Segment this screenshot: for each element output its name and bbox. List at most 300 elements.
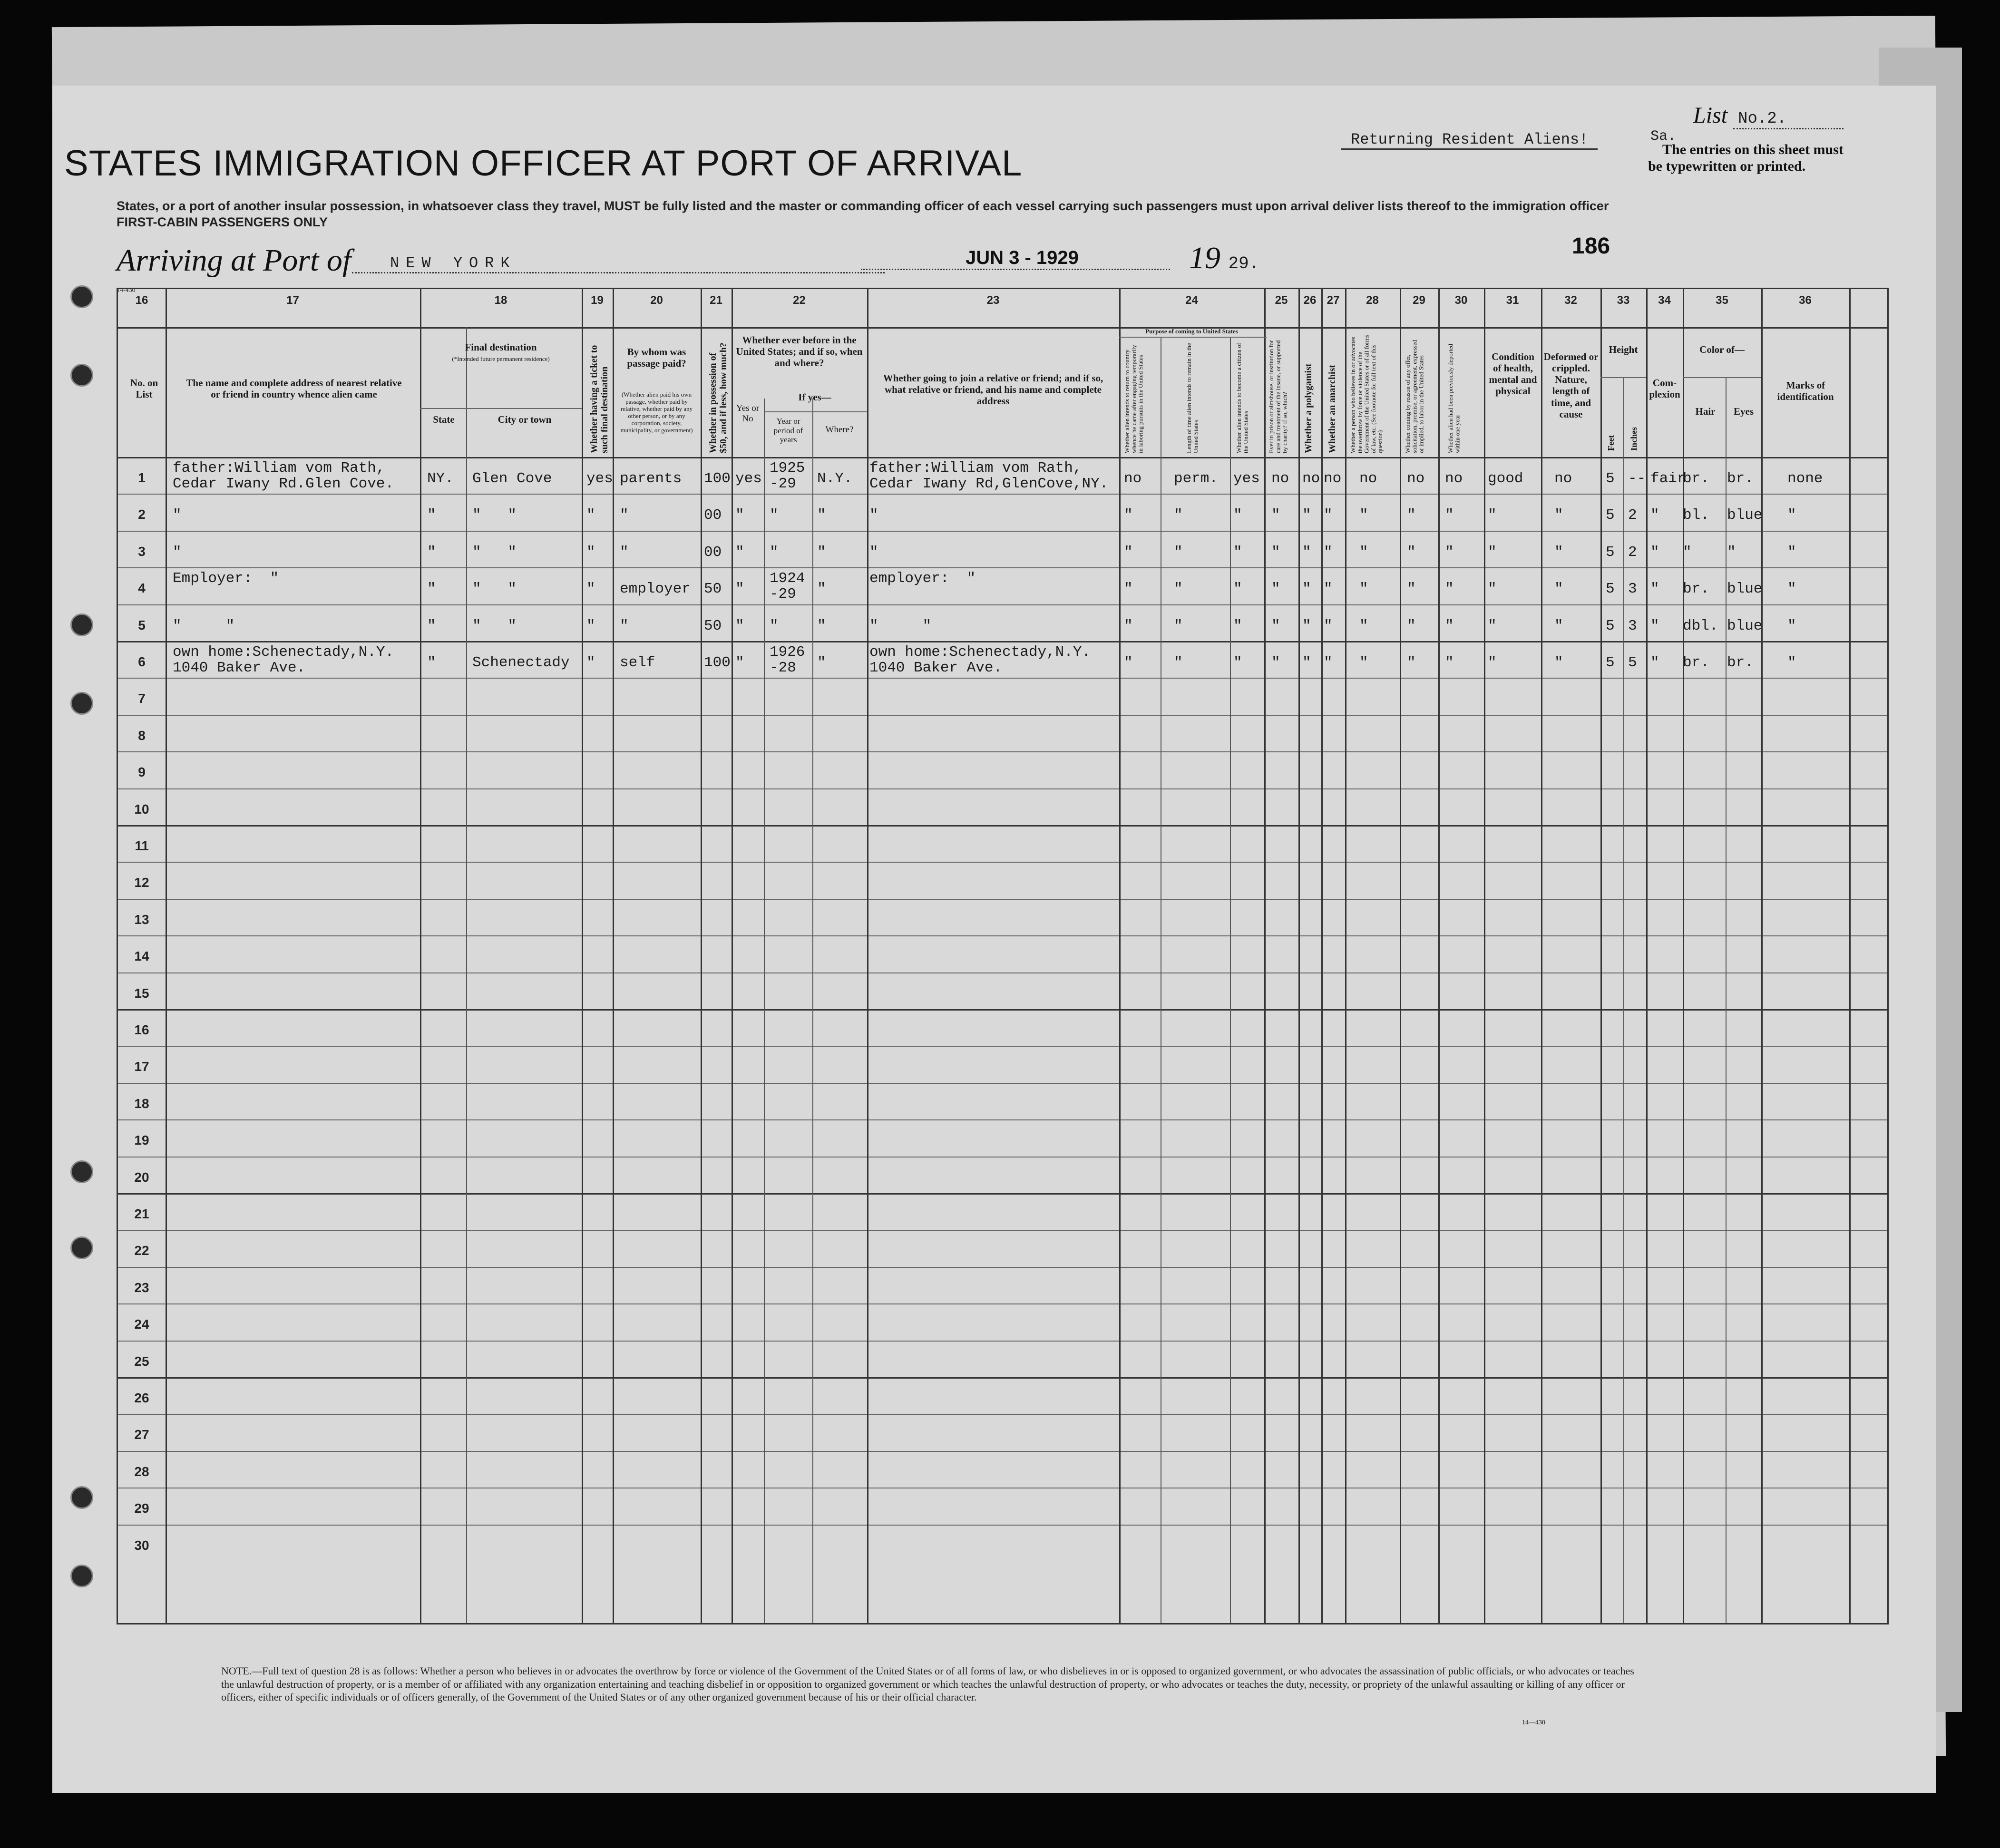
header-height: Height (1609, 344, 1638, 355)
row-number: 14 (134, 949, 149, 964)
row-number: 11 (135, 838, 149, 853)
header-final-destination-note: (*Intended future permanent residence) (452, 355, 550, 362)
cell-polyg: " (1302, 654, 1311, 671)
header-city: City or town (498, 414, 552, 425)
row-rule (118, 715, 1887, 716)
cell-c17: " (173, 507, 182, 524)
cell-ticket: " (586, 544, 595, 561)
cell-c29: " (1407, 654, 1416, 671)
cell-c29: no (1407, 470, 1425, 487)
cell-where: " (817, 617, 826, 634)
form-number: 14-430 (117, 287, 136, 294)
cell-inches: 2 (1628, 544, 1637, 561)
cell-complexion: " (1650, 544, 1659, 561)
column-number-21: 21 (710, 294, 722, 307)
cell-yesno: yes (735, 470, 762, 487)
cell-city: Schenectady (472, 654, 570, 671)
cell-feet: 5 (1606, 507, 1615, 524)
header-complexion: Com-plexion (1649, 377, 1680, 400)
row-number: 12 (134, 875, 149, 890)
column-number-36: 36 (1799, 294, 1812, 307)
header-marks: Marks of identification (1777, 379, 1834, 403)
header-deformed: Deformed or crippled. Nature, length of time, and cause (1543, 351, 1599, 420)
year-suffix: 29. (1228, 254, 1259, 273)
row-rule (118, 899, 1887, 900)
destination-subrule (420, 408, 582, 409)
cell-state: NY. (427, 470, 454, 487)
cell-eyes: blue (1727, 507, 1763, 524)
cell-c28: " (1359, 654, 1368, 671)
cell-c17: father:William vom Rath, Cedar Iwany Rd.Glen Cove. (173, 460, 394, 492)
cell-c17: own home:Schenectady,N.Y. 1040 Baker Ave. (173, 644, 394, 676)
binder-hole (70, 1486, 93, 1509)
cell-feet: 5 (1606, 470, 1615, 487)
list-value: No.2. (1733, 110, 1844, 129)
subtitle: States, or a port of another insular possession, in whatsoever class they travel, MUST be fully listed and the master or commanding officer of each vessel carrying such passengers must upon arrival deliver lists thereof to the immigration officer (117, 199, 1609, 213)
header-return-intent: Whether alien intends to return to country whence he came after engaging temporarily in laboring pursuits in the United States (1123, 345, 1144, 453)
cell-state: " (427, 617, 436, 634)
cell-state: " (427, 544, 436, 561)
year-prefix: 19 (1189, 241, 1220, 275)
header-citizen-intent: Whether alien intends to become a citizen of the United States (1235, 342, 1249, 453)
row-rule (118, 862, 1887, 863)
cell-city: " " (472, 507, 517, 524)
cell-ticket: " (586, 507, 595, 524)
header-possession-50: Whether in possession of $50, and if less, how much? (708, 342, 729, 453)
cell-where: N.Y. (817, 470, 853, 487)
row-number: 6 (138, 654, 146, 669)
cell-c30: " (1445, 581, 1454, 598)
port-name: NEW YORK (352, 254, 885, 273)
cell-yesno: " (735, 544, 744, 561)
cell-marks: " (1787, 507, 1796, 524)
cell-hair: br. (1683, 654, 1709, 671)
cell-deformed: " (1554, 654, 1563, 671)
row-rule (118, 604, 1887, 605)
row-rule (118, 935, 1887, 936)
cell-join: " " (869, 617, 932, 634)
header-join-relative: Whether going to join a relative or friend; and if so, what relative or friend, and his name and complete address (883, 372, 1103, 407)
cell-paid: " (620, 617, 629, 634)
column-number-20: 20 (650, 294, 663, 307)
footnote-form-number: 14—430 (1522, 1719, 1545, 1726)
binder-hole (70, 692, 93, 715)
row-number: 29 (134, 1501, 149, 1516)
cell-city: Glen Cove (472, 470, 552, 487)
cell-complexion: " (1650, 654, 1659, 671)
cell-paid: " (620, 544, 629, 561)
row-number: 5 (138, 617, 146, 632)
header-passage-paid-note: (Whether alien paid his own passage, whether paid by relative, whether paid by any other person, or by any corporation, society, municipality, or government) (620, 391, 693, 434)
row-rule (118, 788, 1887, 789)
cell-c29: " (1407, 507, 1416, 524)
cell-city: " " (472, 544, 517, 561)
cell-health: good (1488, 470, 1523, 487)
row-number: 13 (134, 912, 149, 927)
header-inches: Inches (1629, 427, 1639, 451)
cell-join: employer: " (869, 570, 976, 587)
cell-money: 50 (704, 581, 722, 598)
cell-feet: 5 (1606, 654, 1615, 671)
cell-complexion: " (1650, 617, 1659, 634)
cell-ticket: " (586, 654, 595, 671)
cell-length: " (1174, 507, 1183, 524)
cell-feet: 5 (1606, 617, 1615, 634)
cell-inches: 2 (1628, 507, 1637, 524)
cell-return: " (1124, 581, 1133, 598)
cell-hair: bl. (1683, 507, 1709, 524)
cell-hair: br. (1683, 470, 1709, 487)
cell-marks: none (1787, 470, 1823, 487)
row-rule (118, 825, 1887, 827)
cell-health: " (1488, 507, 1497, 524)
cell-city: " " (472, 581, 517, 598)
cell-c28: " (1359, 544, 1368, 561)
cell-eyes: " (1727, 544, 1736, 561)
cell-paid: " (620, 507, 629, 524)
cell-marks: " (1787, 654, 1796, 671)
cell-where: " (817, 581, 826, 598)
cell-state: " (427, 507, 436, 524)
column-number-22: 22 (793, 294, 806, 307)
cell-c29: " (1407, 544, 1416, 561)
column-number-23: 23 (986, 294, 1000, 307)
cell-prison: " (1271, 654, 1280, 671)
cell-prison: no (1271, 470, 1289, 487)
header-purpose: Purpose of coming to United States (1145, 328, 1238, 335)
cell-health: " (1488, 617, 1497, 634)
cell-years: 1926 -28 (770, 644, 805, 676)
cell-yesno: " (735, 581, 744, 598)
arriving-at-port (117, 243, 351, 279)
cell-c28: " (1359, 617, 1368, 634)
cell-length: perm. (1174, 470, 1219, 487)
column-number-34: 34 (1658, 294, 1671, 307)
cell-ticket: " (586, 581, 595, 598)
column-number-31: 31 (1506, 294, 1519, 307)
cell-citizen: " (1233, 544, 1242, 561)
purpose-subrule (1119, 337, 1267, 338)
footnote: NOTE.—Full text of question 28 is as follows: Whether a person who believes in or advocates the overthrow by force or violence of the Government of the United States or of all forms of law, or who disbelieves in or is opposed to organized government, or who advocates the assassination of public officials, or who advocates or teaches the unlawful destruction of property, or is a member of or affiliated with any organization entertaining and teaching disbelief in or opposition to organized government or which teaches the unlawful destruction of property, or who advocates or teaches the duty, necessity, or propriety of the unlawful assaulting or killing of any officer or officers, either of specific individuals or of officers generally, of the Government of the United States or of any other organized government because of his or their official character. (221, 1665, 1634, 1703)
header-question-28: Whether a person who believes in or advocates the overthrow by force or violence of the Government of the United States or of all forms of law, etc. (See footnote for full text of this question) (1349, 334, 1384, 453)
header-labor-offer: Whether coming by reason of any offer, solicitation, promise, or agreement, expressed or implied, to labor in the United States (1404, 340, 1425, 453)
cell-deformed: " (1554, 617, 1563, 634)
cell-citizen: yes (1233, 470, 1260, 487)
cell-c30: " (1445, 654, 1454, 671)
cell-marks: " (1787, 544, 1796, 561)
column-number-35: 35 (1716, 294, 1728, 307)
row-number: 23 (134, 1280, 149, 1295)
cell-citizen: " (1233, 654, 1242, 671)
row-number: 17 (134, 1059, 149, 1074)
cabin-class: FIRST-CABIN PASSENGERS ONLY (117, 215, 328, 229)
cell-marks: " (1787, 581, 1796, 598)
header-where: Where? (825, 425, 854, 435)
row-number: 28 (134, 1464, 149, 1479)
cell-money: 00 (704, 507, 722, 524)
cell-anarch: " (1324, 654, 1333, 671)
binder-hole (70, 364, 93, 387)
cell-c30: no (1445, 470, 1463, 487)
header-length-of-stay: Length of time alien intends to remain in the United States (1185, 343, 1200, 453)
row-number: 30 (134, 1537, 149, 1553)
header-polygamist: Whether a polygamist (1303, 363, 1314, 453)
column-number-16: 16 (135, 294, 148, 307)
cell-city: " " (472, 617, 517, 634)
column-number-18: 18 (494, 294, 507, 307)
manifest-table (117, 288, 1889, 1624)
row-number: 24 (134, 1317, 149, 1332)
cell-health: " (1488, 544, 1497, 561)
cell-join: father:William vom Rath, Cedar Iwany Rd,GlenCove,NY. (869, 460, 1109, 492)
cell-return: " (1124, 654, 1133, 671)
cell-c29: " (1407, 617, 1416, 634)
ifyes-subrule (764, 411, 867, 412)
header-hair: Hair (1695, 406, 1716, 417)
row-rule (118, 1341, 1887, 1342)
cell-hair: br. (1683, 581, 1709, 598)
row-rule (118, 1267, 1887, 1268)
cell-deformed: " (1554, 581, 1563, 598)
column-number-25: 25 (1275, 294, 1288, 307)
cell-deformed: no (1554, 470, 1572, 487)
cell-deformed: " (1554, 507, 1563, 524)
cell-inches: 3 (1628, 581, 1637, 598)
cell-where: " (817, 544, 826, 561)
row-number: 1 (138, 470, 146, 485)
cell-where: " (817, 507, 826, 524)
cell-c17: " " (173, 617, 235, 634)
cell-length: " (1174, 654, 1183, 671)
cell-join: " (869, 544, 878, 561)
cell-paid: self (620, 654, 655, 671)
row-rule (118, 1009, 1887, 1011)
header-health: Condition of health, mental and physical (1489, 351, 1537, 397)
cell-state: " (427, 654, 436, 671)
column-number-26: 26 (1303, 294, 1317, 307)
list-label: List No.2. (1693, 102, 1844, 128)
row-rule (118, 678, 1887, 679)
cell-prison: " (1271, 544, 1280, 561)
cell-money: 100 (704, 654, 731, 671)
cell-join: " (869, 507, 878, 524)
row-rule (118, 1377, 1887, 1379)
cell-anarch: " (1324, 507, 1333, 524)
row-rule (118, 641, 1887, 642)
header-if-yes: If yes— (798, 391, 831, 403)
cell-prison: " (1271, 617, 1280, 634)
cell-prison: " (1271, 507, 1280, 524)
cell-return: no (1124, 470, 1142, 487)
cell-money: 50 (704, 617, 722, 634)
header-prison: Ever in prison or almshouse, or institution for care and treatment of the insane, or supported by charity? If so, which? (1268, 340, 1288, 453)
cell-inches: -- (1628, 470, 1646, 487)
row-number: 3 (138, 544, 146, 559)
entries-note (1648, 142, 1844, 175)
cell-anarch: " (1324, 581, 1333, 598)
column-number-30: 30 (1454, 294, 1468, 307)
cell-yesno: " (735, 654, 744, 671)
cell-years: " (770, 507, 779, 524)
header-anarchist: Whether an anarchist (1327, 365, 1337, 453)
row-number: 22 (134, 1243, 149, 1258)
row-rule (118, 1083, 1887, 1084)
row-number: 8 (138, 728, 146, 743)
cell-marks: " (1787, 617, 1796, 634)
cell-prison: " (1271, 581, 1280, 598)
cell-years: " (770, 544, 779, 561)
binder-hole (70, 1160, 93, 1183)
header-feet: Feet (1606, 435, 1616, 451)
height-subrule (1600, 377, 1646, 378)
cell-complexion: fair (1650, 470, 1686, 487)
header-ticket: Whether having a ticket to such final destination (589, 345, 610, 453)
row-number: 18 (134, 1096, 149, 1111)
cell-c29: " (1407, 581, 1416, 598)
header-deported: Whether alien had been previously deported within one year (1447, 344, 1461, 453)
header-no-on-list: No. on List (130, 377, 158, 400)
column-number-17: 17 (286, 294, 299, 307)
row-rule (118, 567, 1887, 568)
row-rule (118, 494, 1887, 495)
binder-hole (70, 1236, 93, 1259)
cell-ticket: yes (586, 470, 613, 487)
cell-length: " (1174, 617, 1183, 634)
cell-eyes: br. (1727, 654, 1754, 671)
cell-inches: 5 (1628, 654, 1637, 671)
cell-c30: " (1445, 617, 1454, 634)
cell-c28: " (1359, 581, 1368, 598)
cell-c28: " (1359, 507, 1368, 524)
row-number: 25 (134, 1353, 149, 1369)
column-number-27: 27 (1327, 294, 1340, 307)
cell-inches: 3 (1628, 617, 1637, 634)
header-eyes: Eyes (1734, 406, 1754, 417)
row-number: 2 (138, 507, 146, 522)
row-rule (118, 1303, 1887, 1304)
cell-citizen: " (1233, 617, 1242, 634)
cell-paid: employer (620, 581, 691, 598)
row-number: 19 (134, 1133, 149, 1148)
cell-state: " (427, 581, 436, 598)
cell-yesno: " (735, 507, 744, 524)
cell-c30: " (1445, 507, 1454, 524)
binder-hole (70, 285, 93, 308)
row-number: 15 (134, 985, 149, 1001)
cell-ticket: " (586, 617, 595, 634)
row-number: 7 (138, 691, 146, 706)
header-final-destination: Final destination (465, 341, 537, 353)
cell-anarch: " (1324, 617, 1333, 634)
row-rule (118, 1525, 1887, 1526)
cell-length: " (1174, 544, 1183, 561)
cell-years: 1924 -29 (770, 570, 805, 603)
arrival-date-stamp: JUN 3 - 1929 (861, 247, 1170, 270)
cell-polyg: " (1302, 617, 1311, 634)
column-number-29: 29 (1413, 294, 1425, 307)
cell-feet: 5 (1606, 581, 1615, 598)
cell-polyg: no (1302, 470, 1320, 487)
cell-complexion: " (1650, 507, 1659, 524)
cell-anarch: no (1324, 470, 1342, 487)
cell-money: 00 (704, 544, 722, 561)
row-number: 26 (134, 1391, 149, 1405)
header-passage-paid: By whom was passage paid? (627, 346, 686, 370)
entries-note-line1: The entries on this sheet must (1662, 142, 1844, 157)
cell-eyes: blue (1727, 617, 1763, 634)
header-color-of: Color of— (1699, 344, 1745, 355)
row-rule (118, 1046, 1887, 1047)
binder-hole (70, 613, 93, 636)
cell-citizen: " (1233, 581, 1242, 598)
year-field (1189, 240, 1259, 276)
cell-where: " (817, 654, 826, 671)
page-number: 186 (1572, 233, 1610, 259)
cell-complexion: " (1650, 581, 1659, 598)
cell-c30: " (1445, 544, 1454, 561)
column-number-33: 33 (1617, 294, 1630, 307)
entries-note-line2: be typewritten or printed. (1648, 158, 1806, 174)
row-rule (118, 751, 1887, 752)
row-number: 16 (134, 1022, 149, 1037)
cell-return: " (1124, 617, 1133, 634)
cell-eyes: blue (1727, 581, 1763, 598)
cell-yesno: " (735, 617, 744, 634)
row-rule (118, 1193, 1887, 1195)
page-title: STATES IMMIGRATION OFFICER AT PORT OF ARRIVAL (64, 143, 1023, 184)
cell-hair: dbl. (1683, 617, 1718, 634)
row-rule (118, 1414, 1887, 1415)
row-number: 21 (134, 1206, 149, 1221)
sa-mark: Sa. (1650, 128, 1677, 145)
column-number-rule (118, 327, 1887, 329)
header-yes-no: Yes or No (736, 403, 760, 424)
returning-resident-stamp: Returning Resident Aliens! (1341, 131, 1598, 150)
cell-paid: parents (620, 470, 682, 487)
header-period-years: Year or period of years (773, 417, 803, 445)
cell-citizen: " (1233, 507, 1242, 524)
header-nearest-relative: The name and complete address of nearest relative or friend in country whence alien came (186, 377, 402, 400)
cell-feet: 5 (1606, 544, 1615, 561)
column-number-19: 19 (591, 294, 604, 307)
header-ever-before: Whether ever before in the United States; and if so, when and where? (736, 334, 863, 369)
cell-c17: " (173, 544, 182, 561)
row-rule (118, 531, 1887, 532)
cell-years: " (770, 617, 779, 634)
cell-c17: Employer: " (173, 570, 279, 587)
cell-c28: no (1359, 470, 1377, 487)
column-number-24: 24 (1185, 294, 1198, 307)
cell-years: 1925 -29 (770, 460, 805, 492)
cell-hair: " (1683, 544, 1692, 561)
row-number: 4 (138, 581, 146, 596)
row-number: 9 (138, 765, 146, 780)
cell-eyes: br. (1727, 470, 1754, 487)
binder-hole (70, 1565, 93, 1587)
row-number: 20 (134, 1169, 149, 1185)
cell-join: own home:Schenectady,N.Y. 1040 Baker Ave. (869, 644, 1091, 676)
row-rule (118, 1230, 1887, 1231)
cell-length: " (1174, 581, 1183, 598)
cell-money: 100 (704, 470, 731, 487)
header-bottom-rule (118, 457, 1887, 458)
color-subrule (1683, 377, 1761, 378)
row-number: 10 (134, 801, 149, 817)
cell-polyg: " (1302, 507, 1311, 524)
column-number-32: 32 (1564, 294, 1577, 307)
cell-health: " (1488, 654, 1497, 671)
row-rule (118, 1451, 1887, 1452)
